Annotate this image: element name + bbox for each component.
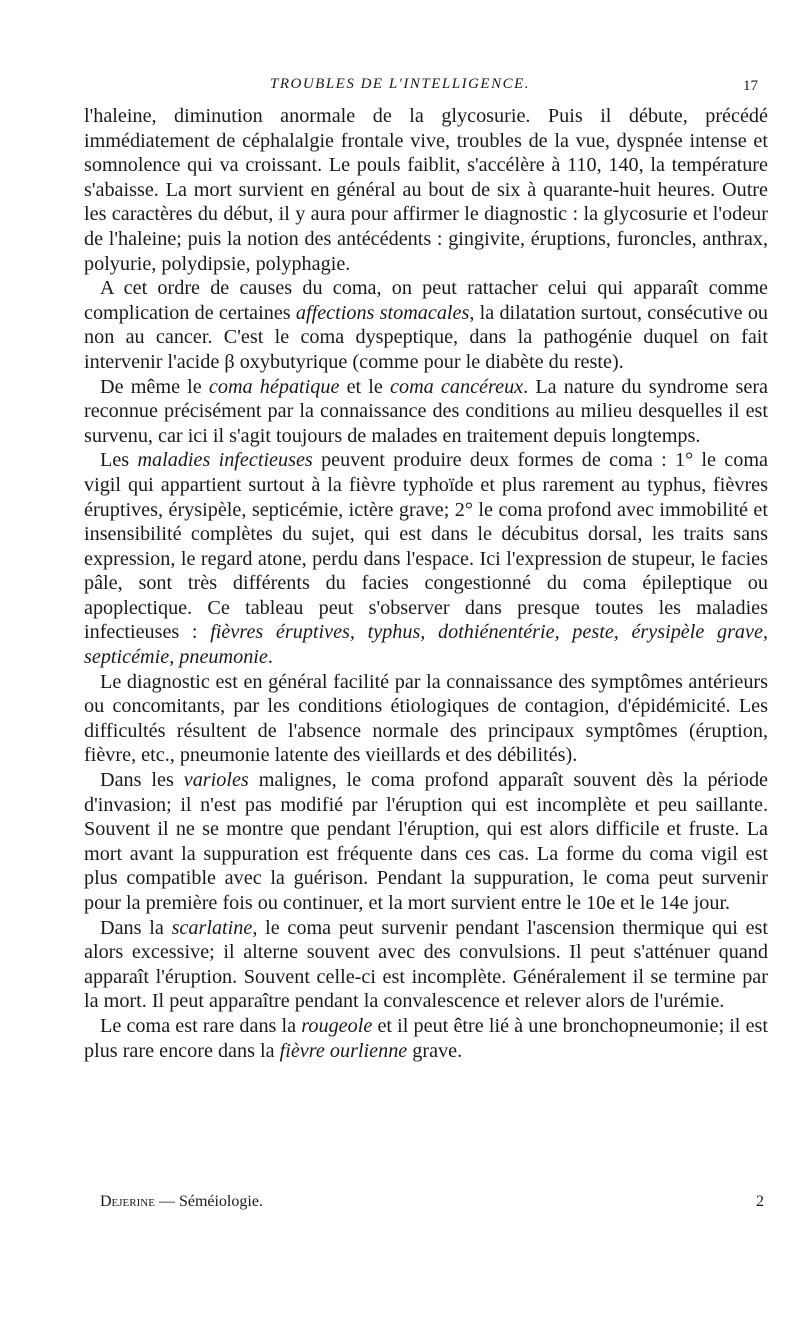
paragraph [84,276,768,374]
text-run: . [267,646,273,669]
text-run: peuvent produire deux formes de coma : 1° le coma vigil qui appartient surtout à la fièvre typhoïde et plus rarement au typhus, fièvres éruptives, érysipèle, septicémie, ictère grave; 2° le coma profond avec immobilité et insensibilité complètes du sujet, qui est dans le décubitus dorsal, les traits sans expression, le regard atone, perdu dans l'espace. Ici l'expression de stupeur, le facies pâle, sont très différents du facies congestionné du coma épileptique ou apoplectique. Ce tableau peut s'observer dans presque toutes les maladies infectieuses : [84,449,768,644]
page-number: 17 [743,78,758,94]
italic-term: scarlatine [171,916,253,939]
footer-author: Dejerine [100,1193,155,1210]
paragraph [84,104,768,276]
signature-mark: 2 [756,1193,764,1210]
text-run: Le diagnostic est en général facilité par la connaissance des symptômes antérieurs ou concomitants, par les conditions étiologiques de contagion, d'épidémicité. Les difficultés résultent de l'absence normale des principaux symptômes (éruption, fièvre, etc., pneumonie latente des vieillards et des débilités). [84,670,768,767]
italic-term: fièvre ourlienne [279,1039,408,1062]
italic-term: coma hépatique [208,375,340,398]
paragraph [84,670,768,768]
text-run: Dans les [100,769,184,792]
text-run: l'haleine, diminution anormale de la glycosurie. Puis il débute, précédé immédiatement de céphalalgie frontale vive, troubles de la vue, dyspnée intense et somnolence qui va croissant. Le pouls faiblit, s'accélère à 110, 140, la température s'abaisse. La mort survient en général au bout de six à quarante-huit heures. Outre les caractères du début, il y aura pour affirmer le diagnostic : la glycosurie et l'odeur de l'haleine; puis la notion des antécédents : gingivite, éruptions, furoncles, anthrax, polyurie, polydipsie, polyphagie. [84,105,768,275]
italic-term: affections stomacales [295,301,470,324]
footer-separator: — [154,1193,179,1210]
italic-term: rougeole [301,1014,373,1037]
text-run: . La nature du syndrome sera reconnue précisément par la connaissance des conditions au milieu desquelles il est survenu, car ici il s'agit toujours de malades en traitement depuis longtemps. [84,375,768,447]
text-run: Dans la [100,916,172,939]
footer-reference [100,1193,263,1211]
text-run: De même le [100,375,209,398]
text-run: et il peut être lié à une bronchopneumonie; il est plus rare encore dans la [84,1014,768,1062]
page-footer [100,1193,764,1211]
text-run: Le coma est rare dans la [100,1014,302,1037]
italic-term: fièvres éruptives, typhus, dothiénentérie, peste, érysipèle grave, septicémie, pneumonie [84,621,768,669]
text-run: A cet ordre de causes du coma, on peut rattacher celui qui apparaît comme complication de certaines [84,277,768,324]
text-run: malignes, le coma profond apparaît souvent dès la période d'invasion; il n'est pas modifié par l'éruption qui est incomplète et peu saillante. Souvent il ne se montre que pendant l'éruption, qui est alors difficile et fruste. La mort avant la suppuration est fréquente dans ces cas. La forme du coma vigil est plus compatible avec la guérison. Pendant la suppuration, le coma peut survenir pour la première fois ou continuer, et la mort survient entre le 10e et le 14e jour. [84,769,768,914]
italic-term: varioles [183,769,249,792]
paragraph [84,1014,768,1063]
italic-term: coma cancéreux [390,375,524,398]
running-title: TROUBLES DE L'INTELLIGENCE. [270,76,530,92]
text-run: , la dilatation surtout, consécutive ou non au cancer. C'est le coma dyspeptique, dans la pathogénie duquel on fait intervenir l'acide β oxybutyrique (comme pour le diabète du reste). [84,301,769,373]
paragraph [84,916,768,1014]
paragraph [84,768,768,916]
text-run: grave. [407,1039,463,1062]
text-run: et le [339,375,391,398]
text-run: Les [100,449,138,472]
paragraph [84,375,768,449]
paragraph [84,448,768,669]
body-text [84,104,768,1063]
italic-term: maladies infectieuses [137,449,313,472]
text-run: , le coma peut survenir pendant l'ascension thermique qui est alors excessive; il alterne souvent avec des convulsions. Il peut s'atténuer quand apparaît l'éruption. Souvent celle-ci est incomplète. Généralement il se termine par la mort. Il peut apparaître pendant la convalescence et relever alors de l'urémie. [84,916,768,1013]
footer-book: Séméiologie. [178,1193,263,1210]
